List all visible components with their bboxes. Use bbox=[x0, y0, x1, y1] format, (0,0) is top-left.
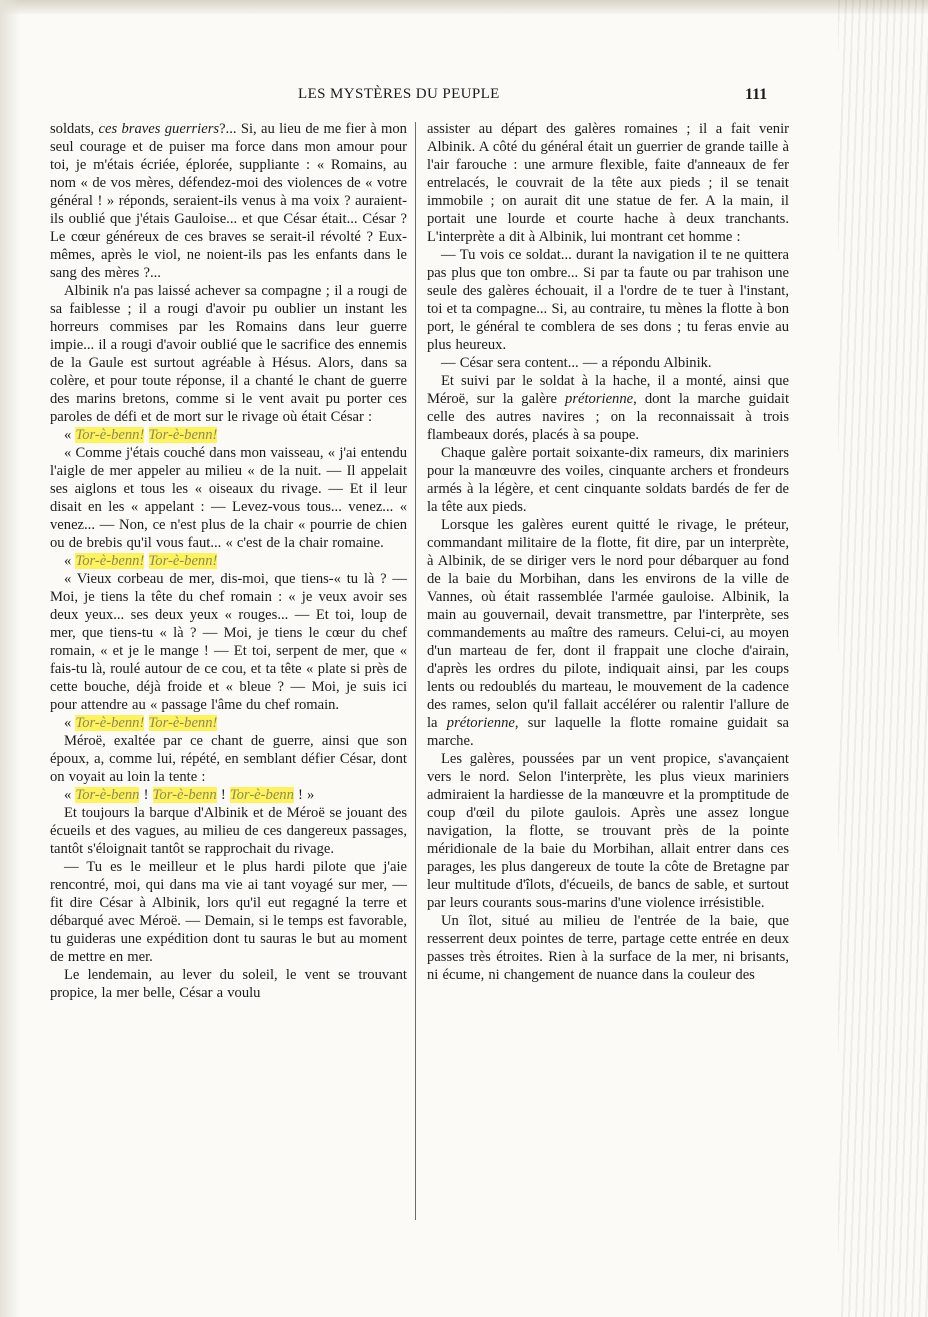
highlighted-refrain: Tor-è-benn bbox=[152, 787, 217, 803]
highlighted-refrain: Tor-è-benn! bbox=[148, 715, 218, 731]
paragraph: Albinik n'a pas laissé achever sa compagne ; il a rougi de sa faiblesse ; il a rougi d'avoir pu oublier un instant les horreurs commises par les Romains dans leur guerre impie... il a rougi d'avoir oublié que le sacrifice des ennemis de la Gaule est surtout agréable à Hésus. Alors, dans sa colère, et pour toute réponse, il a chanté le chant de guerre des marins bretons, comme si le vent avait pu porter ces paroles de défi et de mort sur le rivage où était César : bbox=[50, 283, 407, 425]
song-verse: « Comme j'étais couché dans mon vaisseau, « j'ai entendu l'aigle de mer appeler au milieu « de la nuit. — Il appelait ses aiglons et tous les « oiseaux du rivage. — Et il leur disait en les « appelant : — Levez-vous tous... venez... « venez... — Non, ce n'est plus de la chair « pourrie de chien ou de brebis qu'il vous faut... « c'est de la chair romaine. bbox=[50, 445, 407, 551]
page-edge-texture bbox=[838, 0, 928, 1317]
paragraph: — César sera content... — a répondu Albinik. bbox=[441, 355, 712, 371]
left-column bbox=[50, 120, 407, 1002]
highlighted-refrain: Tor-è-benn bbox=[75, 787, 140, 803]
paragraph: soldats, ces braves guerriers?... Si, au lieu de me fier à mon seul courage et de puiser ma force dans mon amour pour toi, je m'étais écriée, éplorée, suppliante : « Romains, au nom « de vos mères, défendez-moi des violences de « votre général ! » réponds, seraient-ils venus à ma voix ? auraient-ils oublié que j'étais Gauloise... et que César était... César ? Le cœur généreux de ces braves se serait-il révolté ? Eux-mêmes, après le viol, ne noient-ils pas les enfants dans le sang des mères ?... bbox=[50, 121, 407, 281]
paragraph: — Tu es le meilleur et le plus hardi pilote que j'aie rencontré, moi, qui dans ma vie ai tant voyagé sur mer, — fit dire César à Albinik, lors qu'il eut regagné la terre et débarqué avec Méroë. — Demain, si le temps est favorable, tu guideras une expédition dont tu sauras le but au moment de mettre en mer. bbox=[50, 859, 407, 965]
page-number: 111 bbox=[745, 86, 768, 103]
highlighted-refrain: Tor-è-benn! bbox=[75, 715, 145, 731]
right-column bbox=[427, 120, 789, 984]
paragraph: Méroë, exaltée par ce chant de guerre, ainsi que son époux, a, comme lui, répété, en semblant défier César, dont on voyait au loin la tente : bbox=[50, 733, 407, 785]
paragraph: — Tu vois ce soldat... durant la navigation il te ne quittera pas plus que ton ombre... Si par ta faute ou par trahison une seule des galères échouait, il a l'ordre de te tuer à l'instant, toi et ta compagne... Si, au contraire, tu mènes la flotte à bon port, le général te comblera de ses dons ; tu feras envie au plus heureux. bbox=[427, 247, 789, 353]
refrain-line: « Tor-è-benn! Tor-è-benn! bbox=[64, 715, 218, 731]
paragraph: Le lendemain, au lever du soleil, le vent se trouvant propice, la mer belle, César a voulu bbox=[50, 967, 407, 1001]
highlighted-refrain: Tor-è-benn! bbox=[75, 427, 145, 443]
highlighted-refrain: Tor-è-benn! bbox=[148, 427, 218, 443]
highlighted-refrain: Tor-è-benn! bbox=[148, 553, 218, 569]
highlighted-refrain: Tor-è-benn! bbox=[75, 553, 145, 569]
column-divider bbox=[415, 122, 416, 1220]
paragraph: Lorsque les galères eurent quitté le rivage, le préteur, commandant militaire de la flotte, fit dire, par un interprète, à Albinik, de se diriger vers le nord pour débarquer au fond de la baie du Morbihan, dans les environs de la ville de Vannes, où était rassemblée l'armée gauloise. Albinik, la main au gouvernail, devait transmettre, par l'interprète, ses commandements au maître des rameurs. Celui-ci, au moyen d'un marteau de fer, dont il frappait une cloche d'airain, d'après les ordres du pilote, indiquait ainsi, par les coups lents ou redoublés du marteau, le mouvement de la cadence des rames, selon qu'il fallait accélérer ou ralentir l'allure de la prétorienne, sur laquelle la flotte romaine guidait sa marche. bbox=[427, 517, 789, 749]
paragraph: Et suivi par le soldat à la hache, il a monté, ainsi que Méroë, sur la galère prétorienne, dont la marche guidait celle des autres navires ; on la reconnaissait à trois flambeaux dorés, placés à sa poupe. bbox=[427, 373, 789, 443]
paragraph: Les galères, poussées par un vent propice, s'avançaient vers le nord. Selon l'interprète, les plus vieux mariniers admiraient la hardiesse de la manœuvre et la promptitude de coup d'œil du pilote gaulois. Après une assez longue navigation, la flotte, se trouvant près de la pointe méridionale de la baie du Morbihan, allait entrer dans ces parages, les plus dangereux de toute la côte de Bretagne par leur multitude d'îlots, d'écueils, de bancs de sable, et surtout par leurs courants sous-marins d'une violence irrésistible. bbox=[427, 751, 789, 911]
highlighted-refrain: Tor-è-benn bbox=[229, 787, 294, 803]
running-title: LES MYSTÈRES DU PEUPLE bbox=[298, 86, 500, 102]
refrain-line: « Tor-è-benn! Tor-è-benn! bbox=[64, 427, 218, 443]
song-verse: « Vieux corbeau de mer, dis-moi, que tiens-« tu là ? — Moi, je tiens la tête du chef romain : « je veux avoir ses deux yeux... ses deux yeux « rouges... — Et toi, loup de mer, que tiens-tu « là ? — Moi, je tiens le cœur du chef romain, « et je le mange ! — Et toi, serpent de mer, que « fais-tu là, roulé autour de ce cou, et ta tête « plate si près de cette bouche, déjà froide et « bleue ? — Moi, je suis ici pour attendre au « passage l'âme du chef romain. bbox=[50, 571, 407, 713]
paragraph: Un îlot, situé au milieu de l'entrée de la baie, que resserrent deux pointes de terre, partage cette entrée en deux passes très étroites. Rien à la surface de la mer, ni brisants, ni écume, ni changement de nuance dans la couleur des bbox=[427, 913, 789, 983]
paragraph: assister au départ des galères romaines ; il a fait venir Albinik. A côté du général était un guerrier de grande taille à l'air farouche : une armure flexible, faite d'anneaux de fer entrelacés, le couvrait de la tête aux pieds ; il se tenait immobile ; on aurait dit une statue de fer. A la main, il portait une lourde et courte hache à deux tranchants. L'interprète a dit à Albinik, lui montrant cet homme : bbox=[427, 121, 789, 245]
refrain-line-triple: « Tor-è-benn ! Tor-è-benn ! Tor-è-benn ! » bbox=[64, 787, 315, 803]
page-gutter-shadow bbox=[0, 0, 20, 1317]
paragraph: Et toujours la barque d'Albinik et de Méroë se jouant des écueils et des vagues, au milieu de ces dangereux passages, tantôt s'éloignait tantôt se rapprochait du rivage. bbox=[50, 805, 407, 857]
paragraph: Chaque galère portait soixante-dix rameurs, dix mariniers pour la manœuvre des voiles, cinquante archers et frondeurs armés à la légère, et cent cinquante soldats bardés de fer de la tête aux pieds. bbox=[427, 445, 789, 515]
refrain-line: « Tor-è-benn! Tor-è-benn! bbox=[64, 553, 218, 569]
